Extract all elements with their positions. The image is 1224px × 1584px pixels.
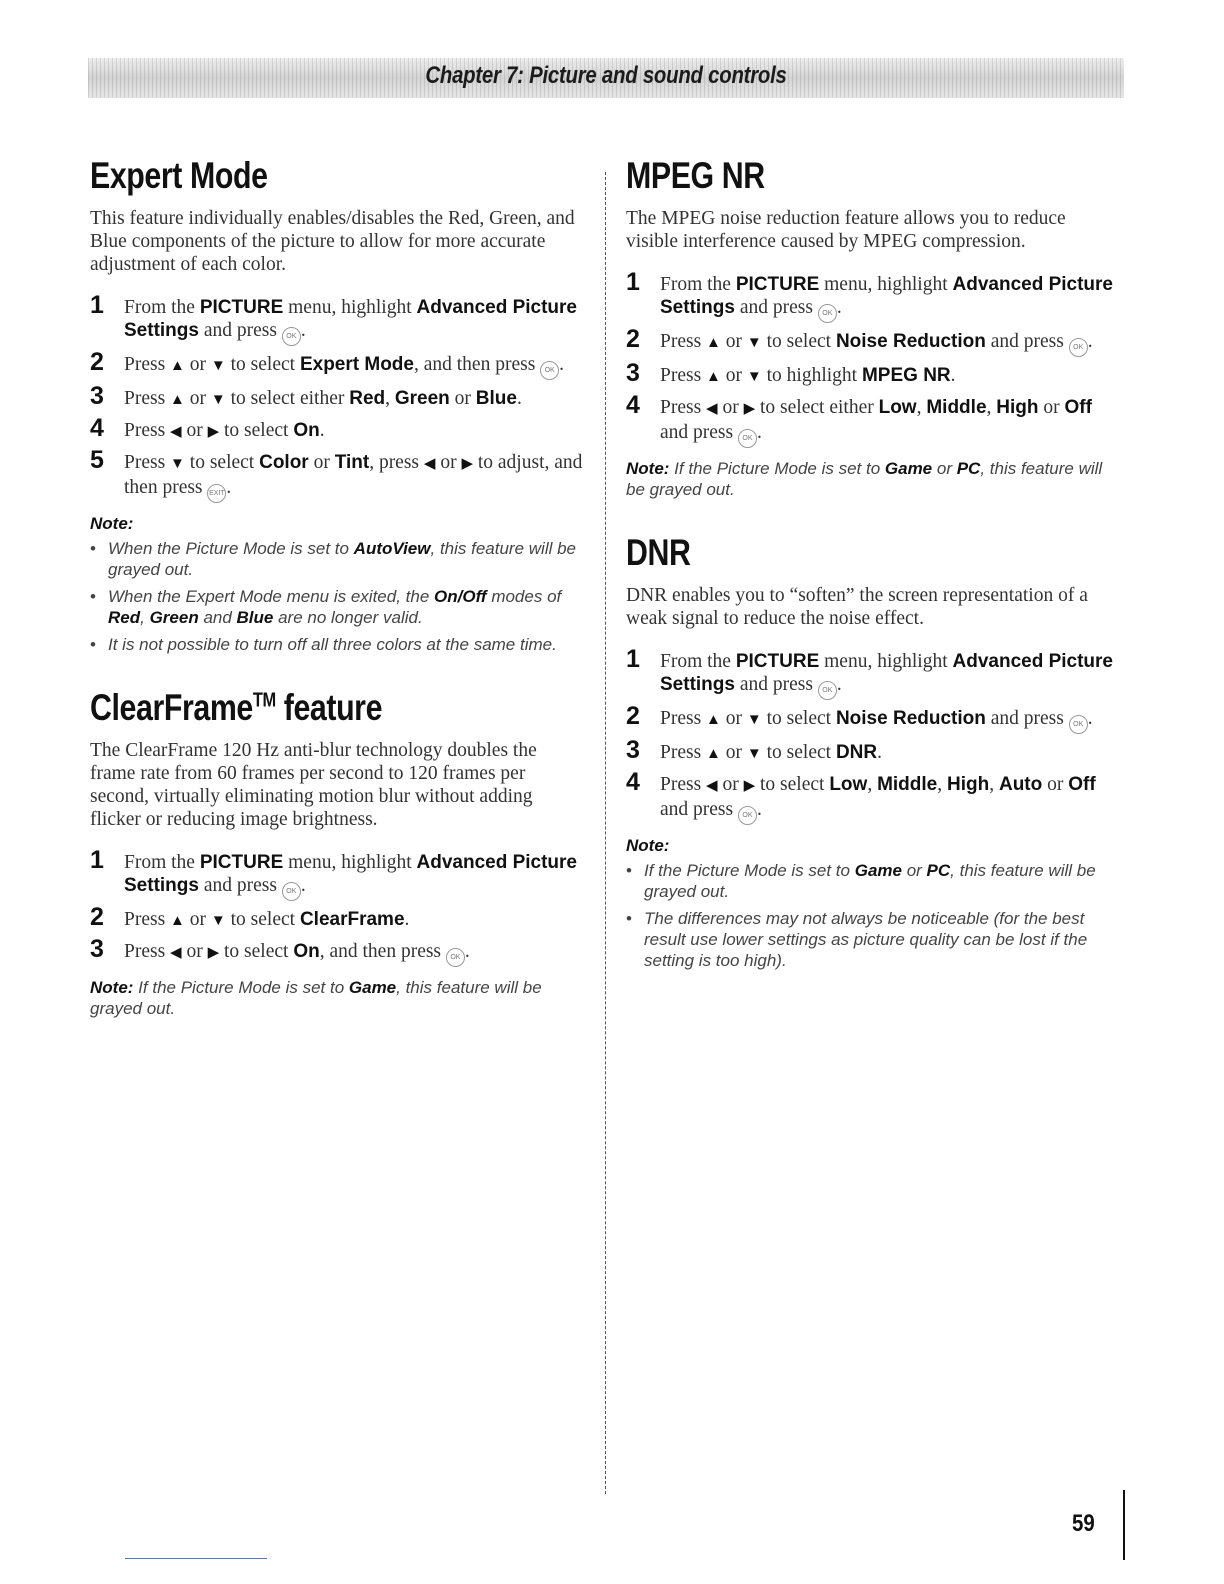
exit-button-icon: EXIT [207,484,226,503]
right-arrow-icon: ▶ [461,456,473,472]
down-arrow-icon: ▼ [746,746,762,762]
down-arrow-icon: ▼ [210,913,226,929]
step: 2 Press ▲ or ▼ to select Expert Mode, and then press OK . [90,353,585,380]
ok-button-icon: OK [818,681,837,700]
right-arrow-icon: ▶ [743,401,756,417]
step: 3 Press ▲ or ▼ to select either Red, Green or Blue. [90,382,522,410]
left-arrow-icon: ◀ [706,401,718,417]
trademark-mark: TM [252,689,276,712]
right-arrow-icon: ▶ [207,424,220,440]
clearframe-note: Note: If the Picture Mode is set to Game, this feature will be grayed out. [90,978,542,1018]
mpeg-nr-section [626,155,1121,500]
page-number: 59 [1072,1510,1095,1537]
step-number: 2 [90,348,104,376]
expert-mode-section [90,155,585,655]
down-arrow-icon: ▼ [170,456,185,472]
step: 2 Press ▲ or ▼ to select Noise Reduction and press OK . [626,330,1121,357]
dnr-title: DNR [626,532,691,573]
page-number-bar [1123,1490,1125,1560]
step-number: 2 [626,702,640,730]
mpeg-nr-note: Note: If the Picture Mode is set to Game or PC, this feature will be grayed out. [626,459,1103,499]
down-arrow-icon: ▼ [210,358,226,374]
right-column [626,155,1121,1003]
step: 1 From the PICTURE menu, highlight Advanced Picture Settings and press OK . [90,296,585,346]
step-number: 1 [90,291,104,319]
ok-button-icon: OK [738,429,757,448]
left-arrow-icon: ◀ [170,945,182,961]
step-number: 4 [90,414,104,442]
step-number: 1 [626,645,640,673]
clearframe-section [90,687,585,1019]
expert-mode-intro: This feature individually enables/disables the Red, Green, and Blue components of the picture to allow for more accurate adjustment of each color. [90,208,575,275]
step: 3 Press ▲ or ▼ to select DNR. [626,736,882,764]
down-arrow-icon: ▼ [746,712,762,728]
step: 4 Press ◀ or ▶ to select On. [90,414,325,442]
ok-button-icon: OK [1069,338,1088,357]
clearframe-steps [90,846,585,967]
step: 3 Press ▲ or ▼ to highlight MPEG NR. [626,359,956,387]
expert-mode-steps [90,291,585,503]
ok-button-icon: OK [738,806,757,825]
left-arrow-icon: ◀ [170,424,182,440]
column-divider [605,172,606,1494]
expert-mode-title: Expert Mode [90,155,268,196]
mpeg-nr-title: MPEG NR [626,155,765,196]
ok-button-icon: OK [1069,715,1088,734]
up-arrow-icon: ▲ [706,335,721,351]
dnr-section [626,532,1121,971]
clearframe-intro: The ClearFrame 120 Hz anti-blur technology doubles the frame rate from 60 frames per second to 120 frames per second, virtually eliminating motion blur without adding flicker or reducing image brightness. [90,740,537,830]
left-arrow-icon: ◀ [706,778,718,794]
step-number: 3 [626,359,640,387]
note-item: • When the Picture Mode is set to AutoView, this feature will be grayed out. [90,538,585,580]
step: 1 From the PICTURE menu, highlight Advanced Picture Settings and press OK . [90,851,585,901]
up-arrow-icon: ▲ [706,746,721,762]
step-number: 3 [626,736,640,764]
step: 2 Press ▲ or ▼ to select Noise Reduction and press OK . [626,707,1121,734]
up-arrow-icon: ▲ [170,913,185,929]
ok-button-icon: OK [540,361,559,380]
ok-button-icon: OK [446,948,465,967]
dnr-note [626,835,1121,971]
footer-rule [125,1558,267,1559]
dnr-steps [626,645,1121,825]
note-list [626,860,1121,971]
mpeg-nr-intro: The MPEG noise reduction feature allows you to reduce visible interference caused by MPEG compression. [626,208,1066,252]
dnr-intro: DNR enables you to “soften” the screen representation of a weak signal to reduce the noise effect. [626,585,1088,629]
step: 5 Press ▼ to select Color or Tint, press ◀ or ▶ to adjust, and then press EXIT. [90,451,585,503]
note-list [90,538,585,655]
right-arrow-icon: ▶ [743,778,756,794]
up-arrow-icon: ▲ [706,712,721,728]
step-number: 2 [90,903,104,931]
left-arrow-icon: ◀ [423,456,436,472]
right-arrow-icon: ▶ [207,945,220,961]
clearframe-title: ClearFrame™ feature [90,687,383,728]
note-item: • The differences may not always be noticeable (for the best result use lower settings as picture quality can be lost if the setting is too high). [626,908,1121,971]
chapter-title: Chapter 7: Picture and sound controls [425,62,787,89]
step-number: 2 [626,325,640,353]
step-number: 1 [626,268,640,296]
down-arrow-icon: ▼ [746,369,762,385]
ok-button-icon: OK [282,882,301,901]
note-item: • If the Picture Mode is set to Game or PC, this feature will be grayed out. [626,860,1121,902]
up-arrow-icon: ▲ [706,369,721,385]
step-number: 4 [626,768,640,796]
down-arrow-icon: ▼ [746,335,762,351]
step: 1 From the PICTURE menu, highlight Advanced Picture Settings and press OK . [626,650,1121,700]
step-number: 5 [90,446,104,474]
ok-button-icon: OK [818,304,837,323]
step-number: 1 [90,846,104,874]
note-item: • When the Expert Mode menu is exited, the On/Off modes of Red, Green and Blue are no longer valid. [90,586,585,628]
step: 4 Press ◀ or ▶ to select Low, Middle, High, Auto or Off and press OK . [626,773,1121,825]
up-arrow-icon: ▲ [170,392,185,408]
step: 2 Press ▲ or ▼ to select ClearFrame. [90,903,410,931]
note-label: Note: [626,836,670,855]
note-label: Note: [90,514,134,533]
left-column [90,155,585,1051]
ok-button-icon: OK [282,327,301,346]
chapter-header-band [88,58,1124,98]
expert-mode-note [90,513,585,655]
step: 1 From the PICTURE menu, highlight Advanced Picture Settings and press OK . [626,273,1121,323]
step: 4 Press ◀ or ▶ to select either Low, Middle, High or Off and press OK . [626,396,1121,448]
mpeg-nr-steps [626,268,1121,448]
step-number: 4 [626,391,640,419]
note-item: • It is not possible to turn off all three colors at the same time. [90,634,585,655]
step-number: 3 [90,935,104,963]
step: 3 Press ◀ or ▶ to select On, and then press OK . [90,940,585,967]
up-arrow-icon: ▲ [170,358,185,374]
step-number: 3 [90,382,104,410]
down-arrow-icon: ▼ [210,392,226,408]
